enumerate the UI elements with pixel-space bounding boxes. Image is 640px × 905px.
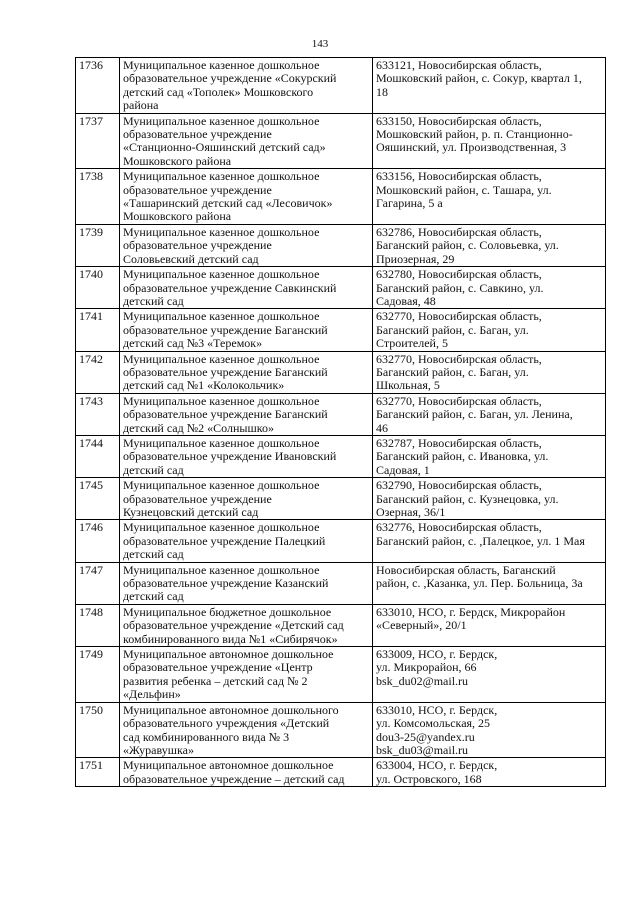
table-row (76, 435, 606, 477)
institution-name-line: Соловьевский детский сад (123, 251, 259, 266)
institution-address-line: Ояшинский, ул. Производственная, 3 (376, 140, 567, 155)
row-number: 1751 (76, 758, 120, 787)
institution-address-line: Мошковский район, с. Ташара, ул. (376, 182, 552, 197)
institution-address-line: 633156, Новосибирская область, (376, 169, 542, 184)
institution-name-line: «Дельфин» (123, 687, 181, 702)
institution-address-line: «Северный», 20/1 (376, 618, 467, 633)
institution-name (120, 604, 373, 646)
institution-address-line: Баганский район, с. Соловьевка, ул. (376, 238, 559, 253)
institution-name (120, 224, 373, 266)
row-number: 1740 (76, 267, 120, 309)
institution-address-line: район, с. ,Казанка, ул. Пер. Больница, 3а (376, 576, 583, 591)
institution-address-line: Мошковский район, с. Сокур, квартал 1, (376, 71, 582, 86)
institution-address-line: 633004, НСО, г. Бердск, (376, 758, 498, 773)
institution-address-line: dou3-25@yandex.ru (376, 729, 475, 744)
institution-address-line: 632780, Новосибирская область, (376, 267, 542, 282)
institution-address-line: Баганский район, с. Баган, ул. (376, 364, 529, 379)
institution-address (373, 435, 606, 477)
institution-name-line: детский сад (123, 462, 184, 477)
institutions-table (75, 57, 606, 787)
table-row (76, 758, 606, 787)
row-number: 1750 (76, 702, 120, 758)
institution-name (120, 309, 373, 351)
institution-name (120, 478, 373, 520)
institution-name (120, 393, 373, 435)
institution-name-line: «Ташаринский детский сад «Лесовичок» (123, 196, 333, 211)
institution-name-line: комбинированного вида №1 «Сибирячок» (123, 631, 338, 646)
institution-address-line: bsk_du03@mail.ru (376, 742, 469, 757)
table-row (76, 393, 606, 435)
table-row (76, 702, 606, 758)
institution-address (373, 478, 606, 520)
table-row (76, 58, 606, 114)
institution-address-line: 18 (376, 84, 388, 99)
institution-address (373, 309, 606, 351)
table-row (76, 113, 606, 169)
institution-name (120, 435, 373, 477)
institution-address (373, 169, 606, 225)
institution-address-line: Озерная, 36/1 (376, 505, 446, 519)
institution-name-line: образовательное учреждение (123, 238, 272, 253)
institution-address-line: Баганский район, с. Баган, ул. (376, 322, 529, 337)
institution-name (120, 169, 373, 225)
row-number: 1742 (76, 351, 120, 393)
institution-address-line: Садовая, 48 (376, 293, 436, 308)
institution-name (120, 113, 373, 169)
institution-address-line: Баганский район, с. Баган, ул. Ленина, (376, 407, 573, 422)
institution-name-line: Муниципальное казенное дошкольное (123, 520, 320, 535)
institution-name-line: «Журавушка» (123, 742, 194, 757)
institution-address (373, 267, 606, 309)
institution-address-line: Мошковский район, р. п. Станционно- (376, 127, 573, 142)
institution-name-line: Муниципальное казенное дошкольное (123, 478, 320, 493)
institution-name-line: образовательное учреждение Баганский (123, 407, 328, 422)
institution-name-line: Муниципальное казенное дошкольное (123, 351, 320, 366)
institution-name-line: детский сад (123, 547, 184, 562)
institution-name-line: образовательное учреждение (123, 182, 272, 197)
institution-address-line: 633009, НСО, г. Бердск, (376, 647, 498, 662)
institution-address-line: Новосибирская область, Баганский (376, 562, 556, 577)
institution-address-line: Садовая, 1 (376, 462, 430, 477)
institution-name-line: образовательное учреждение Палецкий (123, 533, 326, 548)
institution-name-line: Мошковского района (123, 153, 232, 168)
institution-address (373, 393, 606, 435)
institution-address-line: Баганский район, с. ,Палецкое, ул. 1 Мая (376, 533, 585, 548)
institution-name (120, 267, 373, 309)
institution-address (373, 562, 606, 604)
institution-name-line: Муниципальное казенное дошкольное (123, 224, 320, 239)
institution-address (373, 224, 606, 266)
institution-name-line: образовательное учреждение «Сокурский (123, 71, 337, 86)
institution-address-line: Школьная, 5 (376, 378, 440, 393)
institution-name-line: образовательное учреждение «Детский сад (123, 618, 344, 633)
institution-name-line: образовательное учреждение Баганский (123, 364, 328, 379)
row-number: 1738 (76, 169, 120, 225)
institution-name-line: Муниципальное казенное дошкольное (123, 113, 320, 128)
institution-name (120, 520, 373, 562)
institution-name-line: Муниципальное автономное дошкольное (123, 647, 334, 662)
institution-name-line: района (123, 98, 159, 113)
page-number: 143 (311, 38, 329, 50)
institution-name (120, 758, 373, 787)
institution-name-line: развития ребенка – детский сад № 2 (123, 673, 308, 688)
table-row (76, 647, 606, 703)
institution-name-line: образовательное учреждение Баганский (123, 322, 328, 337)
institution-address (373, 351, 606, 393)
table-row (76, 478, 606, 520)
institution-name-line: детский сад (123, 589, 184, 604)
table-row (76, 267, 606, 309)
institution-address-line: Приозерная, 29 (376, 251, 455, 266)
table-row (76, 169, 606, 225)
institution-address-line: 633010, НСО, г. Бердск, (376, 702, 498, 717)
institution-name-line: Муниципальное казенное дошкольное (123, 562, 320, 577)
institution-address-line: 632786, Новосибирская область, (376, 224, 542, 239)
institution-name-line: детский сад №3 «Теремок» (123, 336, 263, 351)
row-number: 1749 (76, 647, 120, 703)
institution-address-line: 632770, Новосибирская область, (376, 351, 542, 366)
institution-address-line: ул. Микрорайон, 66 (376, 660, 477, 675)
table-row (76, 351, 606, 393)
institution-name-line: образовательное учреждение (123, 127, 272, 142)
institution-name-line: Муниципальное казенное дошкольное (123, 309, 320, 324)
institution-name-line: детский сад №1 «Колокольчик» (123, 378, 285, 393)
institution-address-line: bsk_du02@mail.ru (376, 673, 469, 688)
table-body (76, 58, 606, 787)
institution-address (373, 758, 606, 787)
institution-name (120, 647, 373, 703)
institution-address-line: 633121, Новосибирская область, (376, 58, 542, 72)
institution-address (373, 702, 606, 758)
institution-name-line: детский сад (123, 293, 184, 308)
table-row (76, 309, 606, 351)
row-number: 1736 (76, 58, 120, 114)
institution-address-line: 632787, Новосибирская область, (376, 435, 542, 450)
institution-address (373, 58, 606, 114)
institution-name-line: детский сад №2 «Солнышко» (123, 420, 274, 435)
institution-address-line: Баганский район, с. Ивановка, ул. (376, 449, 549, 464)
institution-name-line: Муниципальное казенное дошкольное (123, 169, 320, 184)
institution-address (373, 113, 606, 169)
institution-address-line: Строителей, 5 (376, 336, 448, 351)
institution-name-line: образовательного учреждения «Детский (123, 716, 330, 731)
row-number: 1748 (76, 604, 120, 646)
row-number: 1743 (76, 393, 120, 435)
institution-name-line: Муниципальное казенное дошкольное (123, 435, 320, 450)
institution-name-line: Кузнецовский детский сад (123, 505, 259, 519)
row-number: 1745 (76, 478, 120, 520)
institution-name (120, 562, 373, 604)
institution-name-line: сад комбинированного вида № 3 (123, 729, 290, 744)
institution-name-line: Муниципальное автономное дошкольное (123, 758, 334, 773)
institution-name-line: Муниципальное бюджетное дошкольное (123, 604, 332, 619)
row-number: 1746 (76, 520, 120, 562)
institution-name-line: образовательное учреждение Савкинский (123, 280, 337, 295)
institution-address-line: 632770, Новосибирская область, (376, 393, 542, 408)
institution-address-line: 632770, Новосибирская область, (376, 309, 542, 324)
institution-address-line: Гагарина, 5 а (376, 196, 443, 211)
institution-address-line: ул. Островского, 168 (376, 771, 482, 786)
table-row (76, 562, 606, 604)
institution-address-line: 633010, НСО, г. Бердск, Микрорайон (376, 604, 566, 619)
institution-name-line: образовательное учреждение (123, 491, 272, 506)
institution-name-line: Муниципальное автономное дошкольного (123, 702, 339, 717)
institution-address-line: 632776, Новосибирская область, (376, 520, 542, 535)
institution-name-line: Муниципальное казенное дошкольное (123, 267, 320, 282)
row-number: 1747 (76, 562, 120, 604)
institution-name-line: образовательное учреждение «Центр (123, 660, 313, 675)
row-number: 1737 (76, 113, 120, 169)
table-row (76, 604, 606, 646)
institution-name (120, 702, 373, 758)
table-row (76, 520, 606, 562)
institution-name-line: детский сад «Тополек» Мошковского (123, 84, 314, 99)
institution-address-line: ул. Комсомольская, 25 (376, 716, 491, 731)
institution-address (373, 520, 606, 562)
institution-name (120, 351, 373, 393)
row-number: 1739 (76, 224, 120, 266)
institution-address-line: Баганский район, с. Савкино, ул. (376, 280, 544, 295)
institution-name (120, 58, 373, 114)
institution-address (373, 647, 606, 703)
table-row (76, 224, 606, 266)
institution-address-line: Баганский район, с. Кузнецовка, ул. (376, 491, 559, 506)
institution-address (373, 604, 606, 646)
row-number: 1741 (76, 309, 120, 351)
institution-name-line: «Станционно-Ояшинский детский сад» (123, 140, 326, 155)
institution-name-line: образовательное учреждение Казанский (123, 576, 329, 591)
institution-name-line: Муниципальное казенное дошкольное (123, 58, 320, 72)
institution-name-line: Муниципальное казенное дошкольное (123, 393, 320, 408)
institution-name-line: образовательное учреждение – детский сад (123, 771, 345, 786)
institution-address-line: 633150, Новосибирская область, (376, 113, 542, 128)
row-number: 1744 (76, 435, 120, 477)
institution-name-line: образовательное учреждение Ивановский (123, 449, 337, 464)
institution-address-line: 632790, Новосибирская область, (376, 478, 542, 493)
institution-address-line: 46 (376, 420, 388, 435)
institution-name-line: Мошковского района (123, 209, 232, 224)
